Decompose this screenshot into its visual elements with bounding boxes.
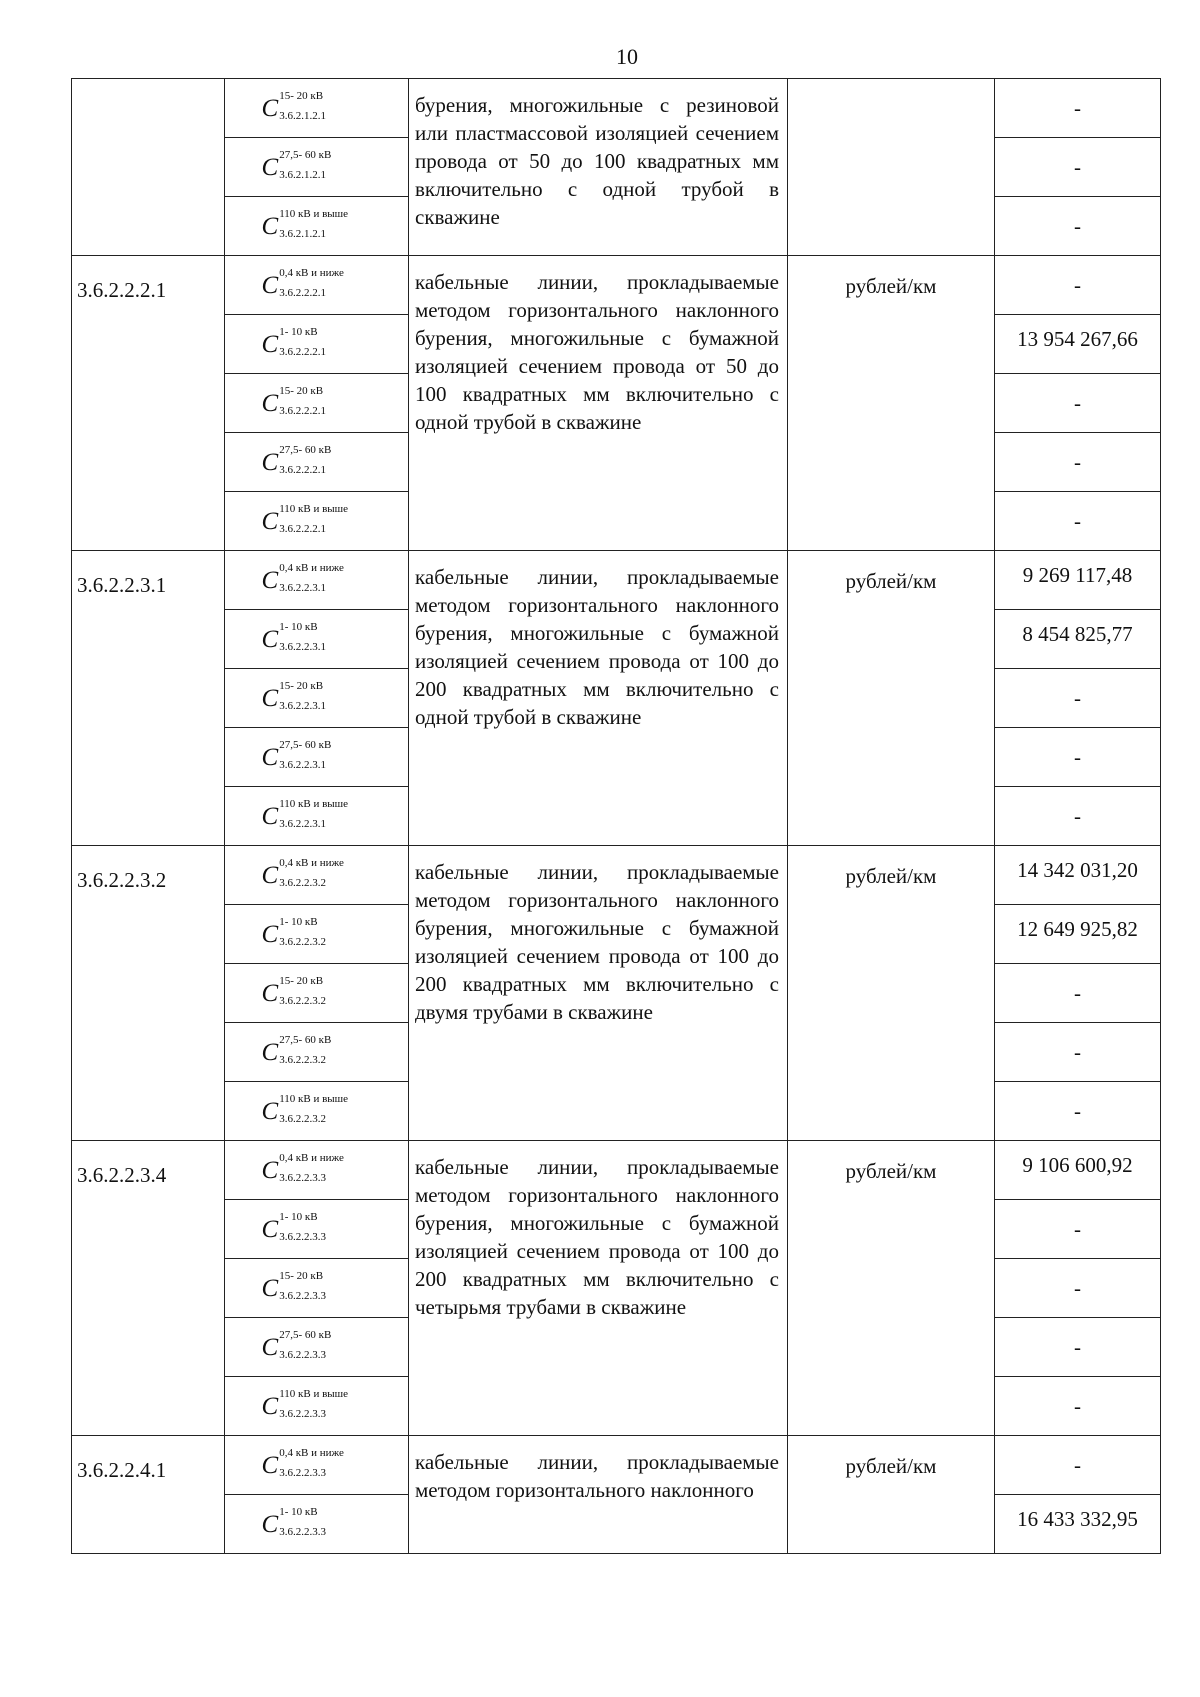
voltage-class: 1- 10 кВ <box>279 620 318 633</box>
voltage-class: 0,4 кВ и ниже <box>279 1446 344 1459</box>
voltage-class: 1- 10 кВ <box>279 1505 318 1518</box>
rate-symbol <box>225 1436 409 1495</box>
voltage-class: 27,5- 60 кВ <box>279 148 332 161</box>
rate-value: - <box>995 964 1161 1023</box>
voltage-class: 110 кВ и выше <box>279 207 349 220</box>
rate-symbol <box>225 1318 409 1377</box>
rate-symbol <box>225 1082 409 1141</box>
rate-symbol <box>225 374 409 433</box>
position-code: 3.6.2.2.3.1 <box>72 551 225 846</box>
voltage-class: 27,5- 60 кВ <box>279 1033 332 1046</box>
symbol-letter: C <box>261 212 279 240</box>
rate-value: - <box>995 138 1161 197</box>
symbol-letter: C <box>261 684 279 712</box>
rate-value: - <box>995 1259 1161 1318</box>
rate-symbol <box>225 846 409 905</box>
symbol-letter: C <box>261 330 279 358</box>
voltage-class: 0,4 кВ и ниже <box>279 856 344 869</box>
rate-value: - <box>995 1377 1161 1436</box>
unit-of-measure <box>788 79 995 256</box>
symbol-index: 3.6.2.2.3.3 <box>279 1348 326 1361</box>
symbol-letter: C <box>261 94 279 122</box>
rate-value: 8 454 825,77 <box>995 610 1161 669</box>
rate-value: - <box>995 1082 1161 1141</box>
symbol-index: 3.6.2.2.3.2 <box>279 1053 326 1066</box>
rate-symbol <box>225 1023 409 1082</box>
cable-description: кабельные линии, прокладываемые методом горизонтального наклонного бурения, многожильные с бумажной изоляцией сечением провода от 100 до 200 квадратных мм включительно с четырьмя трубами в скважине <box>409 1141 788 1436</box>
rate-symbol <box>225 315 409 374</box>
table-row <box>72 846 1161 905</box>
symbol-index: 3.6.2.2.3.2 <box>279 935 326 948</box>
symbol-index: 3.6.2.2.2.1 <box>279 404 326 417</box>
rate-value: - <box>995 433 1161 492</box>
rate-symbol <box>225 964 409 1023</box>
rate-symbol <box>225 610 409 669</box>
position-code: 3.6.2.2.2.1 <box>72 256 225 551</box>
voltage-class: 110 кВ и выше <box>279 502 349 515</box>
symbol-letter: C <box>261 1392 279 1420</box>
table-row <box>72 1436 1161 1495</box>
rate-symbol <box>225 1141 409 1200</box>
symbol-index: 3.6.2.2.3.2 <box>279 994 326 1007</box>
rate-value: - <box>995 787 1161 846</box>
symbol-index: 3.6.2.2.3.3 <box>279 1525 326 1538</box>
symbol-letter: C <box>261 153 279 181</box>
symbol-index: 3.6.2.1.2.1 <box>279 227 326 240</box>
symbol-letter: C <box>261 1156 279 1184</box>
cable-description: кабельные линии, прокладываемые методом горизонтального наклонного бурения, многожильные с бумажной изоляцией сечением провода от 100 до 200 квадратных мм включительно с одной трубой в скважине <box>409 551 788 846</box>
table-row <box>72 1141 1161 1200</box>
table-row <box>72 256 1161 315</box>
position-code: 3.6.2.2.3.4 <box>72 1141 225 1436</box>
symbol-letter: C <box>261 920 279 948</box>
rate-value: - <box>995 1023 1161 1082</box>
rate-value: - <box>995 374 1161 433</box>
symbol-letter: C <box>261 389 279 417</box>
voltage-class: 0,4 кВ и ниже <box>279 561 344 574</box>
symbol-letter: C <box>261 1451 279 1479</box>
rate-symbol <box>225 728 409 787</box>
voltage-class: 1- 10 кВ <box>279 1210 318 1223</box>
symbol-letter: C <box>261 1215 279 1243</box>
symbol-letter: C <box>261 625 279 653</box>
rate-value: - <box>995 1318 1161 1377</box>
voltage-class: 110 кВ и выше <box>279 797 349 810</box>
symbol-letter: C <box>261 1097 279 1125</box>
rate-symbol <box>225 138 409 197</box>
voltage-class: 15- 20 кВ <box>279 679 324 692</box>
rate-symbol <box>225 492 409 551</box>
symbol-index: 3.6.2.2.3.1 <box>279 640 326 653</box>
rate-value: 9 269 117,48 <box>995 551 1161 610</box>
rate-value: - <box>995 1436 1161 1495</box>
symbol-letter: C <box>261 861 279 889</box>
voltage-class: 15- 20 кВ <box>279 89 324 102</box>
symbol-index: 3.6.2.2.2.1 <box>279 345 326 358</box>
symbol-letter: C <box>261 448 279 476</box>
symbol-letter: C <box>261 743 279 771</box>
rate-value: - <box>995 728 1161 787</box>
rate-value: - <box>995 197 1161 256</box>
rate-symbol <box>225 79 409 138</box>
rate-value: - <box>995 669 1161 728</box>
cable-description: кабельные линии, прокладываемые методом горизонтального наклонного бурения, многожильные с бумажной изоляцией сечением провода от 50 до 100 квадратных мм включительно с одной трубой в скважине <box>409 256 788 551</box>
symbol-index: 3.6.2.2.3.3 <box>279 1407 326 1420</box>
rate-symbol <box>225 1200 409 1259</box>
rate-symbol <box>225 1495 409 1554</box>
symbol-index: 3.6.2.2.3.3 <box>279 1466 326 1479</box>
voltage-class: 27,5- 60 кВ <box>279 1328 332 1341</box>
symbol-index: 3.6.2.2.3.3 <box>279 1171 326 1184</box>
voltage-class: 1- 10 кВ <box>279 915 318 928</box>
symbol-index: 3.6.2.2.3.1 <box>279 758 326 771</box>
symbol-index: 3.6.2.2.3.1 <box>279 581 326 594</box>
tariff-table <box>71 78 1161 1554</box>
position-code: 3.6.2.2.3.2 <box>72 846 225 1141</box>
voltage-class: 0,4 кВ и ниже <box>279 1151 344 1164</box>
rate-symbol <box>225 905 409 964</box>
symbol-letter: C <box>261 566 279 594</box>
rate-value: 9 106 600,92 <box>995 1141 1161 1200</box>
symbol-letter: C <box>261 802 279 830</box>
symbol-index: 3.6.2.2.3.3 <box>279 1230 326 1243</box>
rate-symbol <box>225 551 409 610</box>
symbol-letter: C <box>261 1510 279 1538</box>
symbol-index: 3.6.2.2.3.3 <box>279 1289 326 1302</box>
cable-description: бурения, многожильные с резиновой или пластмассовой изоляцией сечением провода от 50 до 100 квадратных мм включительно с одной трубой в скважине <box>409 79 788 256</box>
symbol-letter: C <box>261 271 279 299</box>
symbol-index: 3.6.2.2.3.2 <box>279 876 326 889</box>
rate-value: - <box>995 1200 1161 1259</box>
rate-value: 13 954 267,66 <box>995 315 1161 374</box>
rate-value: - <box>995 492 1161 551</box>
symbol-index: 3.6.2.1.2.1 <box>279 109 326 122</box>
symbol-letter: C <box>261 979 279 1007</box>
symbol-letter: C <box>261 1038 279 1066</box>
rate-value: 12 649 925,82 <box>995 905 1161 964</box>
cable-description: кабельные линии, прокладываемые методом горизонтального наклонного бурения, многожильные с бумажной изоляцией сечением провода от 100 до 200 квадратных мм включительно с двумя трубами в скважине <box>409 846 788 1141</box>
voltage-class: 27,5- 60 кВ <box>279 443 332 456</box>
voltage-class: 1- 10 кВ <box>279 325 318 338</box>
symbol-letter: C <box>261 507 279 535</box>
symbol-index: 3.6.2.2.3.1 <box>279 817 326 830</box>
rate-symbol <box>225 1377 409 1436</box>
symbol-index: 3.6.2.2.2.1 <box>279 522 326 535</box>
position-code: 3.6.2.2.4.1 <box>72 1436 225 1554</box>
page-number: 10 <box>616 44 638 69</box>
rate-symbol <box>225 1259 409 1318</box>
rate-value: - <box>995 256 1161 315</box>
symbol-index: 3.6.2.1.2.1 <box>279 168 326 181</box>
voltage-class: 15- 20 кВ <box>279 974 324 987</box>
symbol-index: 3.6.2.2.2.1 <box>279 286 326 299</box>
symbol-letter: C <box>261 1274 279 1302</box>
rate-symbol <box>225 669 409 728</box>
unit-of-measure: рублей/км <box>788 551 995 846</box>
voltage-class: 110 кВ и выше <box>279 1092 349 1105</box>
symbol-index: 3.6.2.2.3.2 <box>279 1112 326 1125</box>
symbol-index: 3.6.2.2.3.1 <box>279 699 326 712</box>
voltage-class: 110 кВ и выше <box>279 1387 349 1400</box>
unit-of-measure: рублей/км <box>788 256 995 551</box>
rate-value: 16 433 332,95 <box>995 1495 1161 1554</box>
voltage-class: 15- 20 кВ <box>279 1269 324 1282</box>
unit-of-measure: рублей/км <box>788 846 995 1141</box>
unit-of-measure: рублей/км <box>788 1436 995 1554</box>
table-row <box>72 551 1161 610</box>
rate-symbol <box>225 256 409 315</box>
table-row <box>72 79 1161 138</box>
voltage-class: 15- 20 кВ <box>279 384 324 397</box>
cable-description: кабельные линии, прокладываемые методом горизонтального наклонного <box>409 1436 788 1554</box>
voltage-class: 27,5- 60 кВ <box>279 738 332 751</box>
rate-symbol <box>225 433 409 492</box>
rate-value: 14 342 031,20 <box>995 846 1161 905</box>
rate-symbol <box>225 787 409 846</box>
rate-value: - <box>995 79 1161 138</box>
rate-symbol <box>225 197 409 256</box>
symbol-index: 3.6.2.2.2.1 <box>279 463 326 476</box>
voltage-class: 0,4 кВ и ниже <box>279 266 344 279</box>
position-code <box>72 79 225 256</box>
symbol-letter: C <box>261 1333 279 1361</box>
unit-of-measure: рублей/км <box>788 1141 995 1436</box>
